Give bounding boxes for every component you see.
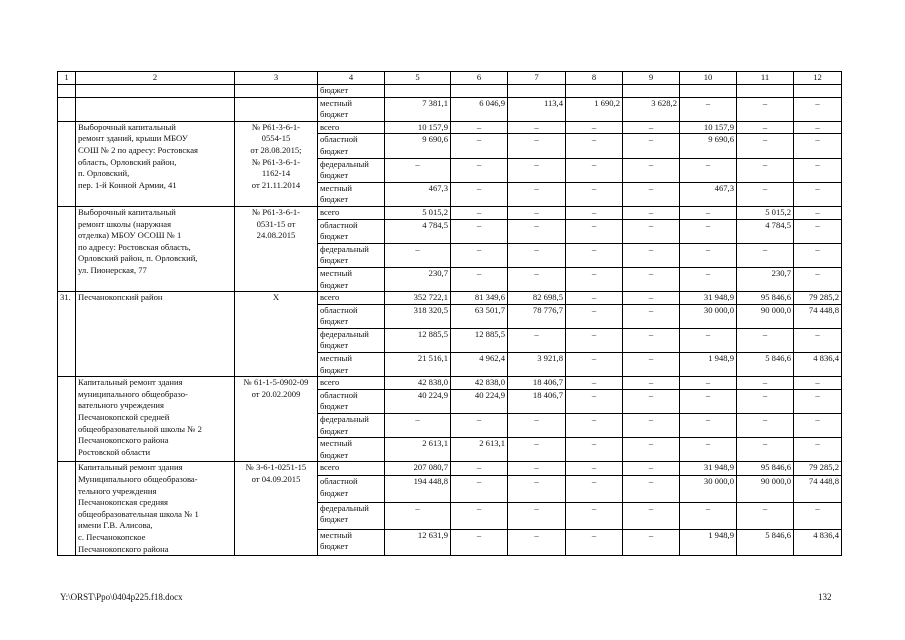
amount-cell: – <box>566 206 623 219</box>
amount-cell: – <box>737 134 794 158</box>
amount-cell: – <box>508 529 566 556</box>
amount-cell: – <box>794 97 842 121</box>
amount-cell: 5 015,2 <box>385 206 451 219</box>
funding-source: областной бюджет <box>318 219 385 243</box>
amount-cell: 42 838,0 <box>385 377 451 390</box>
amount-cell: – <box>623 304 680 328</box>
amount-cell: 6 046,9 <box>451 97 508 121</box>
amount-cell: – <box>451 121 508 134</box>
row-number: 31. <box>58 292 76 377</box>
funding-source: местный бюджет <box>318 182 385 206</box>
amount-cell: 5 846,6 <box>737 529 794 556</box>
amount-cell: – <box>623 476 680 503</box>
amount-cell: – <box>794 328 842 352</box>
amount-cell: – <box>508 206 566 219</box>
amount-cell: – <box>623 438 680 462</box>
amount-cell: 12 885,5 <box>451 328 508 352</box>
amount-cell: – <box>794 377 842 390</box>
amount-cell: – <box>508 476 566 503</box>
amount-cell: 2 613,1 <box>451 438 508 462</box>
amount-cell: – <box>737 121 794 134</box>
amount-cell: – <box>623 529 680 556</box>
row-number <box>58 85 76 98</box>
amount-cell: – <box>680 97 737 121</box>
amount-cell <box>794 85 842 98</box>
amount-cell: – <box>566 502 623 529</box>
amount-cell: – <box>737 97 794 121</box>
amount-cell: – <box>385 158 451 182</box>
amount-cell: – <box>737 243 794 267</box>
amount-cell: – <box>680 328 737 352</box>
amount-cell: – <box>680 158 737 182</box>
table-row <box>58 377 842 390</box>
amount-cell: – <box>680 219 737 243</box>
amount-cell: 4 836,4 <box>794 529 842 556</box>
amount-cell: – <box>680 438 737 462</box>
funding-source: федеральный бюджет <box>318 328 385 352</box>
amount-cell: – <box>508 462 566 476</box>
col-header-9: 9 <box>623 72 680 85</box>
funding-source: местный бюджет <box>318 438 385 462</box>
amount-cell: – <box>794 243 842 267</box>
col-header-6: 6 <box>451 72 508 85</box>
amount-cell: – <box>566 414 623 438</box>
amount-cell: 95 846,6 <box>737 462 794 476</box>
amount-cell: 30 000,0 <box>680 304 737 328</box>
amount-cell: – <box>508 414 566 438</box>
file-path: Y:\ORST\Ppo\0404p225.f18.docx <box>60 592 183 602</box>
object-name <box>76 97 235 121</box>
amount-cell: – <box>508 502 566 529</box>
amount-cell: 467,3 <box>680 182 737 206</box>
amount-cell: 4 784,5 <box>385 219 451 243</box>
col-header-10: 10 <box>680 72 737 85</box>
object-name: Капитальный ремонт здания муниципального общеобразо- вательного учреждения Песчанокопской средней общеобразовательной школы № 2 Песчанокопского района Ростовской области <box>76 377 235 462</box>
amount-cell: 21 516,1 <box>385 353 451 377</box>
amount-cell: 81 349,6 <box>451 292 508 305</box>
amount-cell: – <box>737 328 794 352</box>
funding-source: всего <box>318 121 385 134</box>
amount-cell: – <box>508 158 566 182</box>
amount-cell: 467,3 <box>385 182 451 206</box>
table-row <box>58 121 842 134</box>
document-ref: № 3-6-1-0251-15 от 04.09.2015 <box>235 462 318 556</box>
amount-cell: – <box>680 414 737 438</box>
amount-cell: – <box>508 438 566 462</box>
page-number: 132 <box>818 592 832 602</box>
amount-cell: – <box>566 462 623 476</box>
amount-cell: – <box>385 243 451 267</box>
col-header-1: 1 <box>58 72 76 85</box>
amount-cell: 10 157,9 <box>385 121 451 134</box>
amount-cell: – <box>385 502 451 529</box>
amount-cell: – <box>508 121 566 134</box>
amount-cell: 79 285,2 <box>794 292 842 305</box>
amount-cell: – <box>794 134 842 158</box>
amount-cell: – <box>451 462 508 476</box>
funding-source: местный бюджет <box>318 529 385 556</box>
funding-source: областной бюджет <box>318 476 385 503</box>
amount-cell: – <box>623 462 680 476</box>
amount-cell: 30 000,0 <box>680 476 737 503</box>
funding-source: федеральный бюджет <box>318 243 385 267</box>
amount-cell: – <box>623 134 680 158</box>
amount-cell: 78 776,7 <box>508 304 566 328</box>
amount-cell: – <box>451 219 508 243</box>
amount-cell: 1 948,9 <box>680 529 737 556</box>
funding-source: местный бюджет <box>318 97 385 121</box>
amount-cell: 3 628,2 <box>623 97 680 121</box>
amount-cell <box>566 85 623 98</box>
amount-cell: 79 285,2 <box>794 462 842 476</box>
amount-cell: 74 448,8 <box>794 304 842 328</box>
row-number <box>58 462 76 556</box>
amount-cell: 207 080,7 <box>385 462 451 476</box>
table-row <box>58 85 842 98</box>
amount-cell: 18 406,7 <box>508 377 566 390</box>
col-header-5: 5 <box>385 72 451 85</box>
amount-cell: – <box>566 353 623 377</box>
row-number <box>58 97 76 121</box>
amount-cell: – <box>737 438 794 462</box>
col-header-7: 7 <box>508 72 566 85</box>
amount-cell: – <box>566 134 623 158</box>
amount-cell: – <box>385 414 451 438</box>
amount-cell: – <box>508 243 566 267</box>
object-name: Капитальный ремонт здания Муниципального общеобразова- тельного учреждения Песчанокопская средняя общеобразовательная школа № 1 имени Г.В. Алисова, с. Песчанокопское Песчанокопского района <box>76 462 235 556</box>
funding-source: всего <box>318 462 385 476</box>
amount-cell: – <box>566 476 623 503</box>
funding-source: всего <box>318 292 385 305</box>
funding-source: областной бюджет <box>318 304 385 328</box>
amount-cell: 2 613,1 <box>385 438 451 462</box>
amount-cell: 90 000,0 <box>737 304 794 328</box>
funding-source: федеральный бюджет <box>318 158 385 182</box>
amount-cell: 31 948,9 <box>680 462 737 476</box>
amount-cell: – <box>623 353 680 377</box>
amount-cell: 7 381,1 <box>385 97 451 121</box>
amount-cell <box>385 85 451 98</box>
table-row <box>58 206 842 219</box>
amount-cell <box>623 85 680 98</box>
amount-cell: 4 962,4 <box>451 353 508 377</box>
amount-cell: – <box>451 476 508 503</box>
amount-cell: 31 948,9 <box>680 292 737 305</box>
row-number <box>58 377 76 462</box>
amount-cell: – <box>451 182 508 206</box>
amount-cell: 9 690,6 <box>680 134 737 158</box>
amount-cell: – <box>680 206 737 219</box>
amount-cell: – <box>508 134 566 158</box>
amount-cell: – <box>566 377 623 390</box>
document-ref: № Р61-3-6-1- 0554-15 от 28.08.2015; № Р61-3-6-1- 1162-14 от 21.11.2014 <box>235 121 318 206</box>
amount-cell: – <box>623 389 680 413</box>
document-ref <box>235 85 318 98</box>
amount-cell <box>508 85 566 98</box>
amount-cell: – <box>794 414 842 438</box>
amount-cell: 40 224,9 <box>385 389 451 413</box>
amount-cell: – <box>451 502 508 529</box>
funding-source: областной бюджет <box>318 134 385 158</box>
amount-cell: 74 448,8 <box>794 476 842 503</box>
amount-cell: – <box>566 304 623 328</box>
amount-cell <box>451 85 508 98</box>
funding-source: всего <box>318 206 385 219</box>
amount-cell: – <box>794 438 842 462</box>
amount-cell: – <box>623 158 680 182</box>
amount-cell: – <box>794 389 842 413</box>
amount-cell: – <box>737 389 794 413</box>
amount-cell: – <box>680 377 737 390</box>
amount-cell: – <box>794 182 842 206</box>
amount-cell: 10 157,9 <box>680 121 737 134</box>
amount-cell: – <box>623 292 680 305</box>
amount-cell: 230,7 <box>385 267 451 291</box>
amount-cell: – <box>566 328 623 352</box>
amount-cell: – <box>680 389 737 413</box>
amount-cell: 4 836,4 <box>794 353 842 377</box>
amount-cell: 5 846,6 <box>737 353 794 377</box>
column-number-row <box>58 72 842 85</box>
funding-source: всего <box>318 377 385 390</box>
amount-cell: 42 838,0 <box>451 377 508 390</box>
amount-cell: – <box>623 182 680 206</box>
row-number <box>58 206 76 291</box>
table-row <box>58 462 842 476</box>
col-header-2: 2 <box>76 72 235 85</box>
table-row <box>58 292 842 305</box>
amount-cell: – <box>566 389 623 413</box>
table-row <box>58 97 842 121</box>
amount-cell: – <box>737 182 794 206</box>
amount-cell: – <box>566 219 623 243</box>
amount-cell: 40 224,9 <box>451 389 508 413</box>
amount-cell: – <box>794 206 842 219</box>
amount-cell: – <box>737 502 794 529</box>
amount-cell: 5 015,2 <box>737 206 794 219</box>
object-name: Выборочный капитальный ремонт зданий, крыши МБОУ СОШ № 2 по адресу: Ростовская область, Орловский район, п. Орловский, пер. 1-й Конной Армии, 41 <box>76 121 235 206</box>
amount-cell: – <box>508 219 566 243</box>
document-ref: Х <box>235 292 318 377</box>
amount-cell: 230,7 <box>737 267 794 291</box>
document-ref <box>235 97 318 121</box>
amount-cell: – <box>451 243 508 267</box>
amount-cell: – <box>623 502 680 529</box>
amount-cell: – <box>623 377 680 390</box>
amount-cell: – <box>623 219 680 243</box>
object-name: Песчанокопский район <box>76 292 235 377</box>
amount-cell: – <box>451 158 508 182</box>
amount-cell: – <box>623 328 680 352</box>
amount-cell <box>680 85 737 98</box>
amount-cell: 63 501,7 <box>451 304 508 328</box>
amount-cell: 90 000,0 <box>737 476 794 503</box>
amount-cell: – <box>566 292 623 305</box>
col-header-4: 4 <box>318 72 385 85</box>
object-name <box>76 85 235 98</box>
amount-cell: – <box>451 134 508 158</box>
amount-cell: – <box>623 206 680 219</box>
amount-cell: 18 406,7 <box>508 389 566 413</box>
amount-cell: – <box>794 121 842 134</box>
amount-cell: – <box>737 158 794 182</box>
amount-cell: 95 846,6 <box>737 292 794 305</box>
funding-source: федеральный бюджет <box>318 414 385 438</box>
row-number <box>58 121 76 206</box>
amount-cell: – <box>680 502 737 529</box>
amount-cell: 12 885,5 <box>385 328 451 352</box>
amount-cell: – <box>794 219 842 243</box>
amount-cell: 1 690,2 <box>566 97 623 121</box>
amount-cell: – <box>508 328 566 352</box>
object-name: Выборочный капитальный ремонт школы (наружная отделка) МБОУ ОСОШ № 1 по адресу: Ростовская область, Орловский район, п. Орловский, ул. Пионерская, 77 <box>76 206 235 291</box>
funding-source: местный бюджет <box>318 353 385 377</box>
funding-source: федеральный бюджет <box>318 502 385 529</box>
amount-cell: – <box>623 121 680 134</box>
amount-cell: 1 948,9 <box>680 353 737 377</box>
amount-cell: 194 448,8 <box>385 476 451 503</box>
amount-cell: 12 631,9 <box>385 529 451 556</box>
funding-source: областной бюджет <box>318 389 385 413</box>
document-ref: № 61-1-5-0902-09 от 20.02.2009 <box>235 377 318 462</box>
amount-cell: – <box>566 529 623 556</box>
amount-cell: 82 698,5 <box>508 292 566 305</box>
amount-cell: – <box>566 121 623 134</box>
amount-cell: – <box>566 438 623 462</box>
funding-source: местный бюджет <box>318 267 385 291</box>
amount-cell: – <box>566 158 623 182</box>
amount-cell: – <box>508 182 566 206</box>
document-ref: № Р61-3-6-1- 0531-15 от 24.08.2015 <box>235 206 318 291</box>
amount-cell: – <box>623 414 680 438</box>
funding-source: бюджет <box>318 85 385 98</box>
amount-cell: – <box>794 158 842 182</box>
amount-cell: – <box>680 267 737 291</box>
col-header-11: 11 <box>737 72 794 85</box>
amount-cell: – <box>737 414 794 438</box>
amount-cell: – <box>566 267 623 291</box>
amount-cell: – <box>680 243 737 267</box>
amount-cell: 318 320,5 <box>385 304 451 328</box>
amount-cell: 113,4 <box>508 97 566 121</box>
col-header-3: 3 <box>235 72 318 85</box>
amount-cell: – <box>794 267 842 291</box>
amount-cell: – <box>566 243 623 267</box>
budget-table <box>57 71 842 556</box>
col-header-8: 8 <box>566 72 623 85</box>
amount-cell: – <box>508 267 566 291</box>
amount-cell: 3 921,8 <box>508 353 566 377</box>
amount-cell: – <box>623 267 680 291</box>
amount-cell: – <box>451 529 508 556</box>
amount-cell: 4 784,5 <box>737 219 794 243</box>
amount-cell: 9 690,6 <box>385 134 451 158</box>
amount-cell: – <box>451 267 508 291</box>
amount-cell: 352 722,1 <box>385 292 451 305</box>
amount-cell: – <box>623 243 680 267</box>
col-header-12: 12 <box>794 72 842 85</box>
amount-cell: – <box>451 206 508 219</box>
amount-cell: – <box>566 182 623 206</box>
amount-cell: – <box>737 377 794 390</box>
amount-cell: – <box>451 414 508 438</box>
amount-cell: – <box>794 502 842 529</box>
amount-cell <box>737 85 794 98</box>
